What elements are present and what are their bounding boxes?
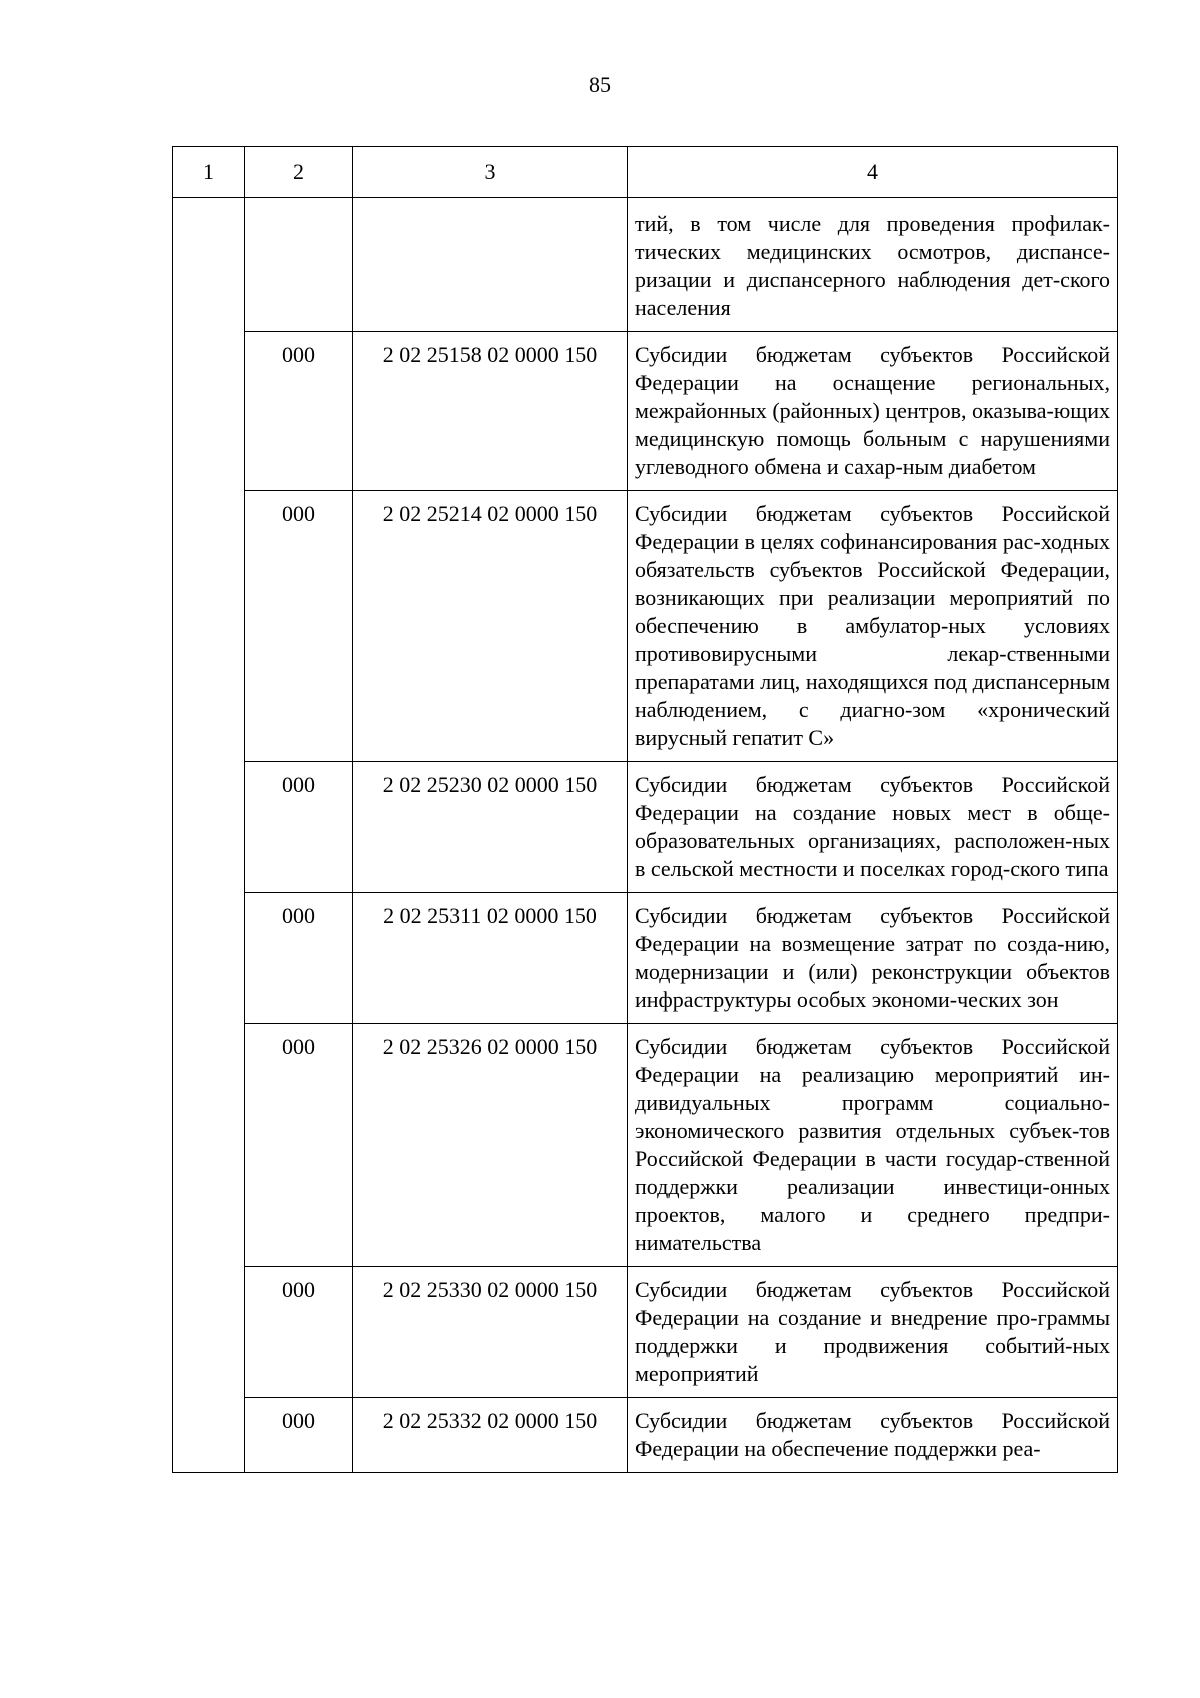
admin-code-cell: 000 [245, 762, 353, 893]
revenue-code-cell: 2 02 25214 02 0000 150 [353, 491, 628, 762]
admin-code-cell: 000 [245, 491, 353, 762]
revenue-code-cell: 2 02 25330 02 0000 150 [353, 1267, 628, 1398]
description-cell: Субсидии бюджетам субъектов Российской Федерации в целях софинансирования рас-ходных обязательств субъектов Российской Федерации, возникающих при реализации мероприятий по обеспечению в амбулатор-ных условиях противовирусными лекар-ственными препаратами лиц, находящихся под диспансерным наблюдением, с диагно-зом «хронический вирусный гепатит С» [628, 491, 1118, 762]
table-cell-col1 [173, 1024, 245, 1267]
table-row [173, 1267, 1118, 1398]
table-cell-col1 [173, 893, 245, 1024]
admin-code-cell [245, 198, 353, 332]
revenue-code-cell [353, 198, 628, 332]
description-cell: Субсидии бюджетам субъектов Российской Федерации на создание и внедрение про-граммы поддержки и продвижения событий-ных мероприятий [628, 1267, 1118, 1398]
revenue-code-cell: 2 02 25332 02 0000 150 [353, 1398, 628, 1473]
description-cell: Субсидии бюджетам субъектов Российской Федерации на оснащение региональных, межрайонных (районных) центров, оказыва-ющих медицинскую помощь больным с нарушениями углеводного обмена и сахар-ным диабетом [628, 332, 1118, 491]
admin-code-cell: 000 [245, 1267, 353, 1398]
revenue-code-cell: 2 02 25230 02 0000 150 [353, 762, 628, 893]
revenue-code-cell: 2 02 25158 02 0000 150 [353, 332, 628, 491]
description-cell: тий, в том числе для проведения профилак-тических медицинских осмотров, диспансе-ризации и диспансерного наблюдения дет-ского населения [628, 198, 1118, 332]
table-cell-col1 [173, 1267, 245, 1398]
table-row [173, 332, 1118, 491]
page-number: 85 [589, 72, 611, 97]
table-row [173, 1398, 1118, 1473]
admin-code-cell: 000 [245, 332, 353, 491]
revenue-code-cell: 2 02 25311 02 0000 150 [353, 893, 628, 1024]
header-col-2: 2 [245, 147, 353, 198]
table-row [173, 491, 1118, 762]
table-row [173, 1024, 1118, 1267]
revenue-code-cell: 2 02 25326 02 0000 150 [353, 1024, 628, 1267]
admin-code-cell: 000 [245, 893, 353, 1024]
table-header-row [173, 147, 1118, 198]
table-cell-col1 [173, 332, 245, 491]
description-cell: Субсидии бюджетам субъектов Российской Федерации на возмещение затрат по созда-нию, модернизации и (или) реконструкции объектов инфраструктуры особых экономи-ческих зон [628, 893, 1118, 1024]
table-row [173, 198, 1118, 332]
admin-code-cell: 000 [245, 1398, 353, 1473]
budget-classification-table [172, 146, 1118, 1473]
table-cell-col1 [173, 491, 245, 762]
table-row [173, 893, 1118, 1024]
description-cell: Субсидии бюджетам субъектов Российской Федерации на реализацию мероприятий ин-дивидуальных программ социально-экономического развития отдельных субъек-тов Российской Федерации в части государ-ственной поддержки реализации инвестици-онных проектов, малого и среднего предпри-нимательства [628, 1024, 1118, 1267]
admin-code-cell: 000 [245, 1024, 353, 1267]
description-cell: Субсидии бюджетам субъектов Российской Федерации на создание новых мест в обще-образовательных организациях, расположен-ных в сельской местности и поселках город-ского типа [628, 762, 1118, 893]
description-cell: Субсидии бюджетам субъектов Российской Федерации на обеспечение поддержки реа- [628, 1398, 1118, 1473]
header-col-3: 3 [353, 147, 628, 198]
table-cell-col1 [173, 1398, 245, 1473]
table-cell-col1 [173, 762, 245, 893]
header-col-4: 4 [628, 147, 1118, 198]
header-col-1: 1 [173, 147, 245, 198]
table-cell-col1 [173, 198, 245, 332]
table-row [173, 762, 1118, 893]
